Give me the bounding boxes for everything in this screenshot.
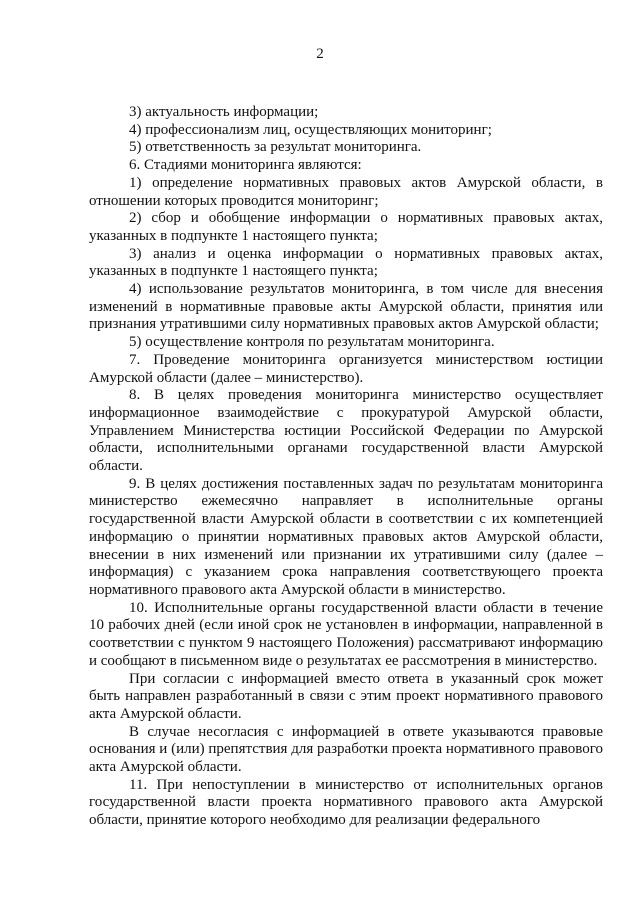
paragraph-clause-6: 6. Стадиями мониторинга являются: (129, 157, 362, 174)
paragraph-stage-3: 3) анализ и оценка информации о нормативных правовых актах, указанных в подпункте 1 настоящего пункта; (89, 245, 603, 280)
paragraph-stage-2: 2) сбор и обобщение информации о нормативных правовых актах, указанных в подпункте 1 настоящего пункта; (89, 210, 603, 244)
paragraph-principle-5: 5) ответственность за результат мониторинга. (129, 139, 422, 156)
paragraph-principle-4: 4) профессионализм лиц, осуществляющих мониторинг; (129, 121, 492, 138)
page-number: 2 (316, 46, 324, 62)
paragraph-clause-9: 9. В целях достижения поставленных задач по результатам мониторинга министерство ежемесячно направляет в исполнительные органы государственной власти Амурской области в соответствии с их компетенцией информацию о принятии нормативных правовых актов Амурской области, внесении в них изменений или признании их утратившими силу (далее – информация) с указанием срока направления соответствующего проекта нормативного правового акта Амурской области в министерство. (89, 475, 603, 598)
paragraph-agreement: При согласии с информацией вместо ответа в указанный срок может быть направлен разработанный в связи с этим проект нормативного правового акта Амурской области. (89, 670, 603, 722)
paragraph-clause-11: 11. При непоступлении в министерство от исполнительных органов государственной власти проекта нормативного правового акта Амурской области, принятие которого необходимо для реализации федерального (89, 776, 603, 829)
paragraph-stage-5: 5) осуществление контроля по результатам мониторинга. (129, 334, 495, 351)
paragraph-clause-8: 8. В целях проведения мониторинга министерство осуществляет информационное взаимодействие с прокуратурой Амурской области, Управлением Министерства юстиции Российской Федерации по Амурской области, исполнительными органами государственной власти Амурской области. (89, 387, 603, 475)
document-body (89, 104, 603, 830)
paragraph-clause-10: 10. Исполнительные органы государственной власти области в течение 10 рабочих дней (если иной срок не установлен в информации, направленной в соответствии с пунктом 9 настоящего Положения) рассматривают информацию и сообщают в письменном виде о результатах ее рассмотрения в министерство. (89, 599, 603, 669)
paragraph-disagreement: В случае несогласия с информацией в ответе указываются правовые основания и (или) препятствия для разработки проекта нормативного правового акта Амурской области. (89, 723, 603, 776)
paragraph-principle-3: 3) актуальность информации; (129, 104, 319, 120)
paragraph-clause-7: 7. Проведение мониторинга организуется министерством юстиции Амурской области (далее – министерство). (89, 351, 603, 386)
paragraph-stage-4: 4) использование результатов мониторинга, в том числе для внесения изменений в нормативные правовые акты Амурской области, принятия или признания утратившими силу нормативных правовых актов Амурской области; (89, 281, 603, 333)
paragraph-stage-1: 1) определение нормативных правовых актов Амурской области, в отношении которых проводится мониторинг; (89, 174, 603, 209)
